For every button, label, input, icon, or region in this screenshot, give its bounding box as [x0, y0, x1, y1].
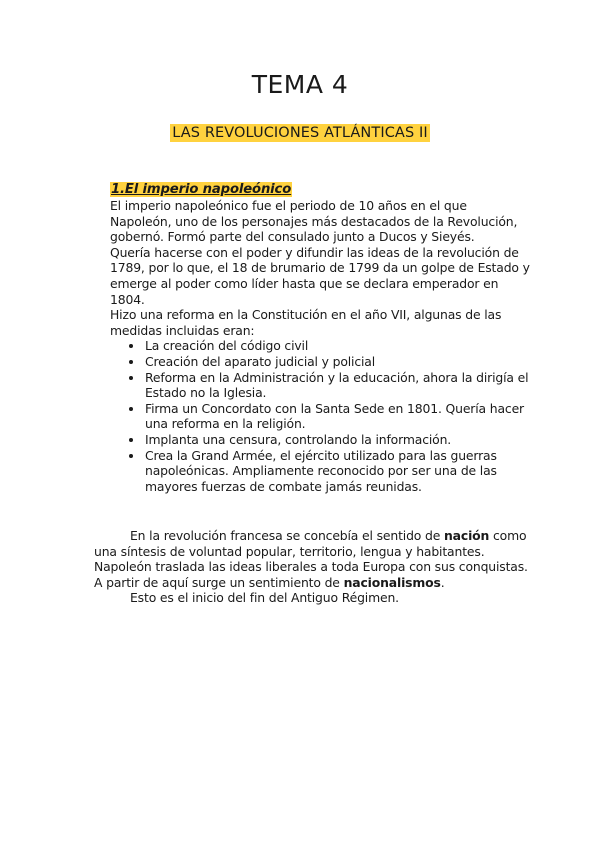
list-item: Crea la Grand Armée, el ejército utilizado para las guerras napoleónicas. Ampliamente reconocido por ser una de las mayores fuerzas de combate jamás reunidas.: [145, 448, 530, 495]
section-paragraph: Hizo una reforma en la Constitución en el año VII, algunas de las medidas incluidas eran:: [110, 307, 502, 338]
section-heading-text: 1.El imperio napoleónico: [111, 182, 292, 197]
section-heading: [110, 181, 530, 198]
subtitle-container: [0, 122, 600, 141]
closing-section: [94, 528, 530, 606]
term-nacionalismos: nacionalismos: [343, 574, 441, 590]
closing-text: como una síntesis de voluntad popular, territorio, lengua y habitantes. Napoleón traslada las ideas liberales a toda Europa con sus conquistas. A partir de aquí surge un sentimiento de: [94, 528, 528, 590]
section-napoleonic-empire: [110, 181, 530, 494]
section-paragraph: El imperio napoleónico fue el periodo de 10 años en el que Napoleón, uno de los personajes más destacados de la Revolución, gobernó. Formó parte del consulado junto a Ducos y Sieyés.: [110, 198, 518, 245]
term-nacion: nación: [444, 528, 490, 543]
page-title: TEMA 4: [251, 70, 349, 99]
list-item: Firma un Concordato con la Santa Sede en 1801. Quería hacer una reforma en la religión.: [145, 401, 530, 432]
list-item: Implanta una censura, controlando la información.: [145, 432, 530, 448]
measures-list: [110, 338, 530, 494]
list-item: Creación del aparato judicial y policial: [145, 354, 530, 370]
list-item: La creación del código civil: [145, 338, 530, 354]
section-paragraph: Quería hacerse con el poder y difundir las ideas de la revolución de 1789, por lo que, el 18 de brumario de 1799 da un golpe de Estado y emerge al poder como líder hasta que se declara emperador en 1804.: [110, 244, 530, 307]
list-item: Reforma en la Administración y la educación, ahora la dirigía el Estado no la Iglesia.: [145, 369, 529, 401]
closing-paragraph-conclusion: Esto es el inicio del fin del Antiguo Régimen.: [130, 590, 399, 606]
page-subtitle: LAS REVOLUCIONES ATLÁNTICAS II: [172, 125, 428, 141]
closing-paragraph-nation: [94, 528, 530, 590]
closing-text: En la revolución francesa se concebía el sentido de: [130, 528, 444, 543]
closing-text: .: [440, 574, 445, 590]
